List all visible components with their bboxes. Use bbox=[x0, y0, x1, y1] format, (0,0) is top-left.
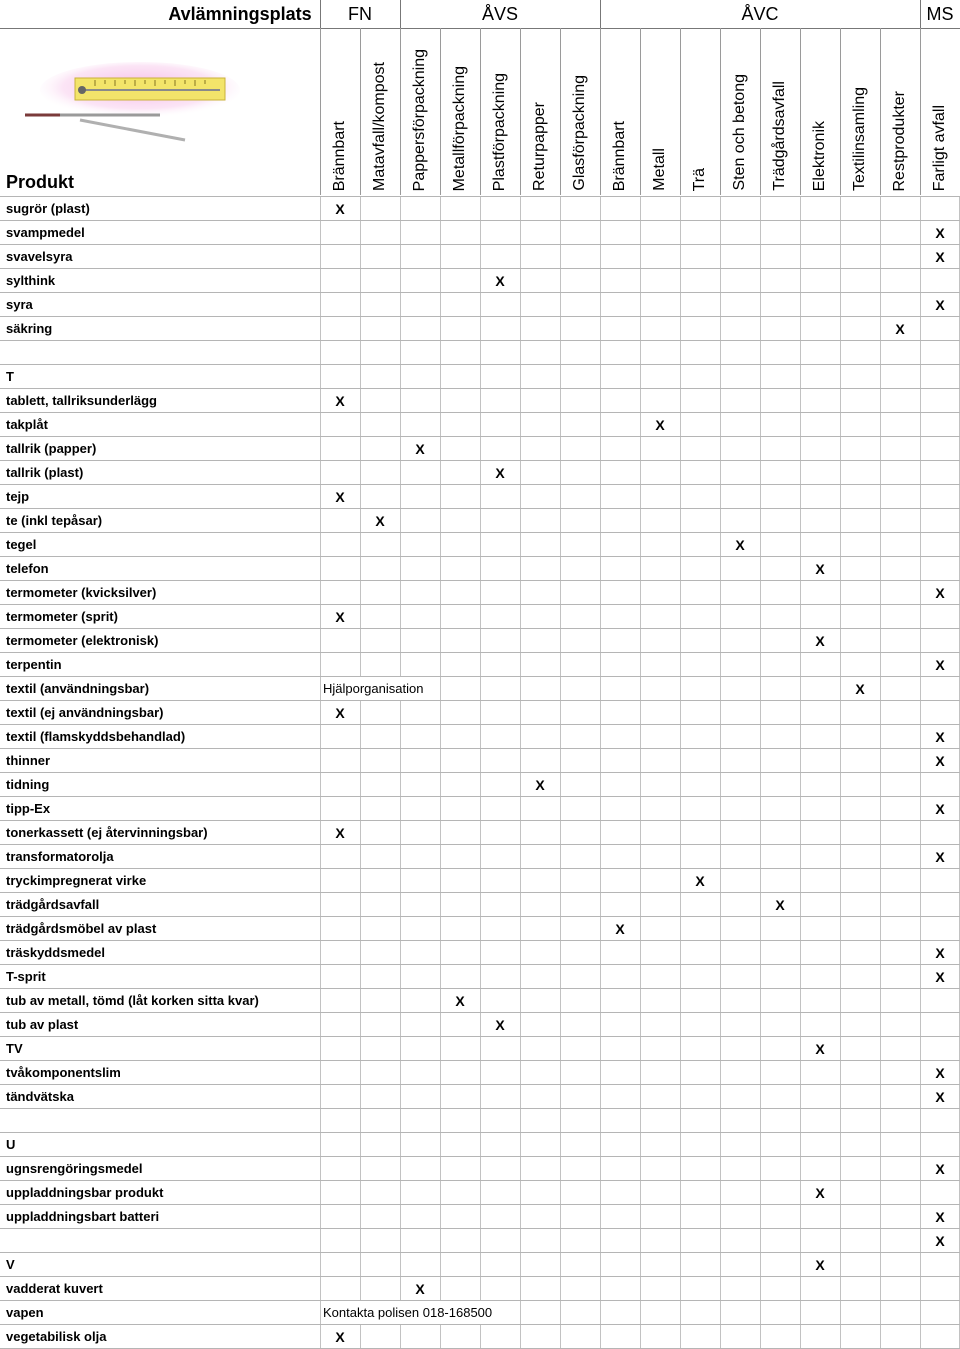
disposal-mark: X bbox=[935, 1161, 945, 1177]
product-name: te (inkl tepåsar) bbox=[6, 513, 103, 528]
disposal-mark: X bbox=[935, 801, 945, 817]
column-divider bbox=[920, 28, 921, 195]
table-row bbox=[0, 605, 960, 629]
product-name: thinner bbox=[6, 753, 51, 768]
disposal-mark: X bbox=[935, 297, 945, 313]
table-row bbox=[0, 869, 960, 893]
table-row bbox=[0, 437, 960, 461]
column-label: Plastförpackning bbox=[491, 72, 508, 191]
product-name: sylthink bbox=[6, 273, 56, 288]
column-label: Brännbart bbox=[611, 120, 628, 191]
table-row bbox=[0, 317, 960, 341]
table-row bbox=[0, 461, 960, 485]
table-row bbox=[0, 1301, 960, 1325]
product-name: tub av metall, tömd (låt korken sitta kvar) bbox=[6, 993, 259, 1008]
column-divider bbox=[760, 28, 761, 195]
product-name: transformatorolja bbox=[6, 849, 114, 864]
group-avc: ÅVC bbox=[741, 4, 779, 24]
product-name: vapen bbox=[6, 1305, 44, 1320]
product-name: tegel bbox=[6, 537, 37, 552]
disposal-mark: X bbox=[335, 1329, 345, 1345]
column-divider bbox=[800, 28, 801, 195]
product-name: säkring bbox=[6, 321, 53, 336]
disposal-mark: X bbox=[335, 825, 345, 841]
table-row bbox=[0, 1157, 960, 1181]
disposal-mark: X bbox=[935, 1065, 945, 1081]
column-label: Metallförpackning bbox=[451, 65, 468, 191]
table-row bbox=[0, 989, 960, 1013]
product-name: U bbox=[6, 1137, 16, 1152]
table-row bbox=[0, 1037, 960, 1061]
group-ms: MS bbox=[926, 4, 954, 24]
product-name: telefon bbox=[6, 561, 49, 576]
table-row bbox=[0, 797, 960, 821]
disposal-mark: X bbox=[495, 273, 505, 289]
column-label: Metall bbox=[651, 148, 668, 191]
column-label: Sten och betong bbox=[731, 74, 748, 191]
column-label: Pappersförpackning bbox=[411, 48, 428, 191]
table-row bbox=[0, 1205, 960, 1229]
table-row bbox=[0, 509, 960, 533]
product-name: takplåt bbox=[6, 417, 48, 432]
table-row bbox=[0, 557, 960, 581]
table-row bbox=[0, 1253, 960, 1277]
table-row bbox=[0, 221, 960, 245]
disposal-mark: X bbox=[895, 321, 905, 337]
table-row bbox=[0, 773, 960, 797]
disposal-mark: X bbox=[815, 1257, 825, 1273]
group-avs: ÅVS bbox=[481, 4, 519, 24]
disposal-mark: X bbox=[815, 561, 825, 577]
disposal-mark: X bbox=[655, 417, 665, 433]
table-row bbox=[0, 1181, 960, 1205]
disposal-mark: X bbox=[415, 1281, 425, 1297]
disposal-mark: X bbox=[935, 969, 945, 985]
column-label: Trädgårdsavfall bbox=[771, 81, 788, 191]
column-divider bbox=[680, 28, 681, 195]
column-label: Trä bbox=[691, 167, 708, 191]
table-row bbox=[0, 269, 960, 293]
product-name: tändvätska bbox=[6, 1089, 74, 1104]
product-name: ugnsrengöringsmedel bbox=[6, 1161, 143, 1176]
table-row bbox=[0, 821, 960, 845]
product-name: T bbox=[6, 369, 14, 384]
product-name: uppladdningsbart batteri bbox=[6, 1209, 160, 1224]
product-name: svavelsyra bbox=[6, 249, 73, 264]
disposal-mark: X bbox=[935, 249, 945, 265]
table-row bbox=[0, 1325, 960, 1349]
product-name: V bbox=[6, 1257, 15, 1272]
table-row bbox=[0, 1133, 960, 1157]
table-row bbox=[0, 1277, 960, 1301]
product-name: tvåkomponentslim bbox=[6, 1065, 121, 1080]
product-name: tejp bbox=[6, 489, 30, 504]
column-divider bbox=[440, 28, 441, 195]
disposal-mark: X bbox=[935, 585, 945, 601]
column-label: Returpapper bbox=[531, 102, 548, 191]
product-name: textil (ej användningsbar) bbox=[6, 705, 164, 720]
column-divider bbox=[720, 28, 721, 195]
product-name: trädgårdsavfall bbox=[6, 897, 100, 912]
column-divider bbox=[480, 28, 481, 195]
disposal-mark: X bbox=[335, 705, 345, 721]
product-name: terpentin bbox=[6, 657, 62, 672]
column-divider bbox=[640, 28, 641, 195]
disposal-mark: X bbox=[375, 513, 385, 529]
disposal-mark: X bbox=[935, 657, 945, 673]
table-row bbox=[0, 581, 960, 605]
product-name: tallrik (papper) bbox=[6, 441, 97, 456]
group-fn: FN bbox=[348, 4, 372, 24]
product-name: vadderat kuvert bbox=[6, 1281, 103, 1296]
product-name: tryckimpregnerat virke bbox=[6, 873, 147, 888]
product-name: T-sprit bbox=[6, 969, 46, 984]
product-name: tidning bbox=[6, 777, 50, 792]
disposal-mark: X bbox=[695, 873, 705, 889]
disposal-mark: X bbox=[935, 1089, 945, 1105]
disposal-mark: X bbox=[815, 1041, 825, 1057]
column-divider bbox=[400, 28, 401, 195]
disposal-mark: X bbox=[815, 1185, 825, 1201]
column-label: Elektronik bbox=[811, 120, 828, 191]
product-name: termometer (sprit) bbox=[6, 609, 118, 624]
disposal-mark: X bbox=[935, 753, 945, 769]
table-row bbox=[0, 725, 960, 749]
disposal-mark: X bbox=[495, 465, 505, 481]
disposal-mark: X bbox=[535, 777, 545, 793]
table-row bbox=[0, 1229, 960, 1253]
product-name: tablett, tallriksunderlägg bbox=[6, 393, 157, 408]
product-name: syra bbox=[6, 297, 33, 312]
column-label: Farligt avfall bbox=[931, 104, 948, 191]
table-row bbox=[0, 197, 960, 221]
disposal-mark: X bbox=[815, 633, 825, 649]
table-row bbox=[0, 1085, 960, 1109]
sorting-table bbox=[0, 196, 960, 1349]
column-label: Glasförpackning bbox=[571, 75, 588, 191]
table-row bbox=[0, 533, 960, 557]
table-row bbox=[0, 893, 960, 917]
disposal-mark: X bbox=[935, 1209, 945, 1225]
product-name: tipp-Ex bbox=[6, 801, 51, 816]
column-divider bbox=[560, 28, 561, 195]
table-row bbox=[0, 1013, 960, 1037]
table-row bbox=[0, 1061, 960, 1085]
product-name: vegetabilisk olja bbox=[6, 1329, 107, 1344]
disposal-mark: X bbox=[855, 681, 865, 697]
disposal-mark: X bbox=[735, 537, 745, 553]
column-label: Matavfall/kompost bbox=[371, 62, 388, 191]
disposal-mark: X bbox=[935, 225, 945, 241]
disposal-mark: X bbox=[935, 1233, 945, 1249]
disposal-mark: X bbox=[415, 441, 425, 457]
disposal-mark: X bbox=[335, 393, 345, 409]
disposal-mark: X bbox=[335, 201, 345, 217]
column-label: Brännbart bbox=[331, 120, 348, 191]
product-name: tonerkassett (ej återvinningsbar) bbox=[6, 825, 208, 840]
table-row bbox=[0, 941, 960, 965]
disposal-mark: X bbox=[335, 609, 345, 625]
column-divider bbox=[520, 28, 521, 195]
table-row bbox=[0, 341, 960, 365]
table-row bbox=[0, 845, 960, 869]
thermometer-illustration bbox=[20, 60, 240, 160]
row-note: Kontakta polisen 018-168500 bbox=[323, 1301, 496, 1325]
product-name: svampmedel bbox=[6, 225, 85, 240]
product-name: tub av plast bbox=[6, 1017, 79, 1032]
product-name: termometer (elektronisk) bbox=[6, 633, 159, 648]
product-name: uppladdningsbar produkt bbox=[6, 1185, 164, 1200]
row-note: Hjälporganisation bbox=[323, 677, 427, 701]
column-divider bbox=[600, 28, 601, 195]
avlamningsplats-label: Avlämningsplats bbox=[168, 4, 312, 24]
column-divider bbox=[840, 28, 841, 195]
table-row bbox=[0, 365, 960, 389]
disposal-mark: X bbox=[935, 729, 945, 745]
product-name: textil (användningsbar) bbox=[6, 681, 150, 696]
column-label: Restprodukter bbox=[891, 90, 908, 191]
disposal-mark: X bbox=[335, 489, 345, 505]
table-row bbox=[0, 293, 960, 317]
product-name: sugrör (plast) bbox=[6, 201, 90, 216]
product-name: textil (flamskyddsbehandlad) bbox=[6, 729, 186, 744]
table-row bbox=[0, 485, 960, 509]
table-row bbox=[0, 629, 960, 653]
column-divider bbox=[880, 28, 881, 195]
product-name: TV bbox=[6, 1041, 23, 1056]
column-label: Textilinsamling bbox=[851, 86, 868, 191]
disposal-mark: X bbox=[495, 1017, 505, 1033]
disposal-mark: X bbox=[775, 897, 785, 913]
disposal-mark: X bbox=[935, 945, 945, 961]
table-row bbox=[0, 245, 960, 269]
table-row bbox=[0, 413, 960, 437]
table-row bbox=[0, 1109, 960, 1133]
table-row bbox=[0, 677, 960, 701]
produkt-header: Produkt bbox=[6, 172, 75, 192]
disposal-mark: X bbox=[935, 849, 945, 865]
placement-header bbox=[0, 0, 960, 29]
table-row bbox=[0, 965, 960, 989]
column-divider bbox=[360, 28, 361, 195]
table-row bbox=[0, 653, 960, 677]
product-name: tallrik (plast) bbox=[6, 465, 84, 480]
table-row bbox=[0, 917, 960, 941]
product-name: termometer (kvicksilver) bbox=[6, 585, 157, 600]
column-divider bbox=[320, 28, 321, 195]
product-name: träskyddsmedel bbox=[6, 945, 105, 960]
product-name: trädgårdsmöbel av plast bbox=[6, 921, 157, 936]
table-row bbox=[0, 701, 960, 725]
disposal-mark: X bbox=[615, 921, 625, 937]
disposal-mark: X bbox=[455, 993, 465, 1009]
table-row bbox=[0, 749, 960, 773]
table-row bbox=[0, 389, 960, 413]
